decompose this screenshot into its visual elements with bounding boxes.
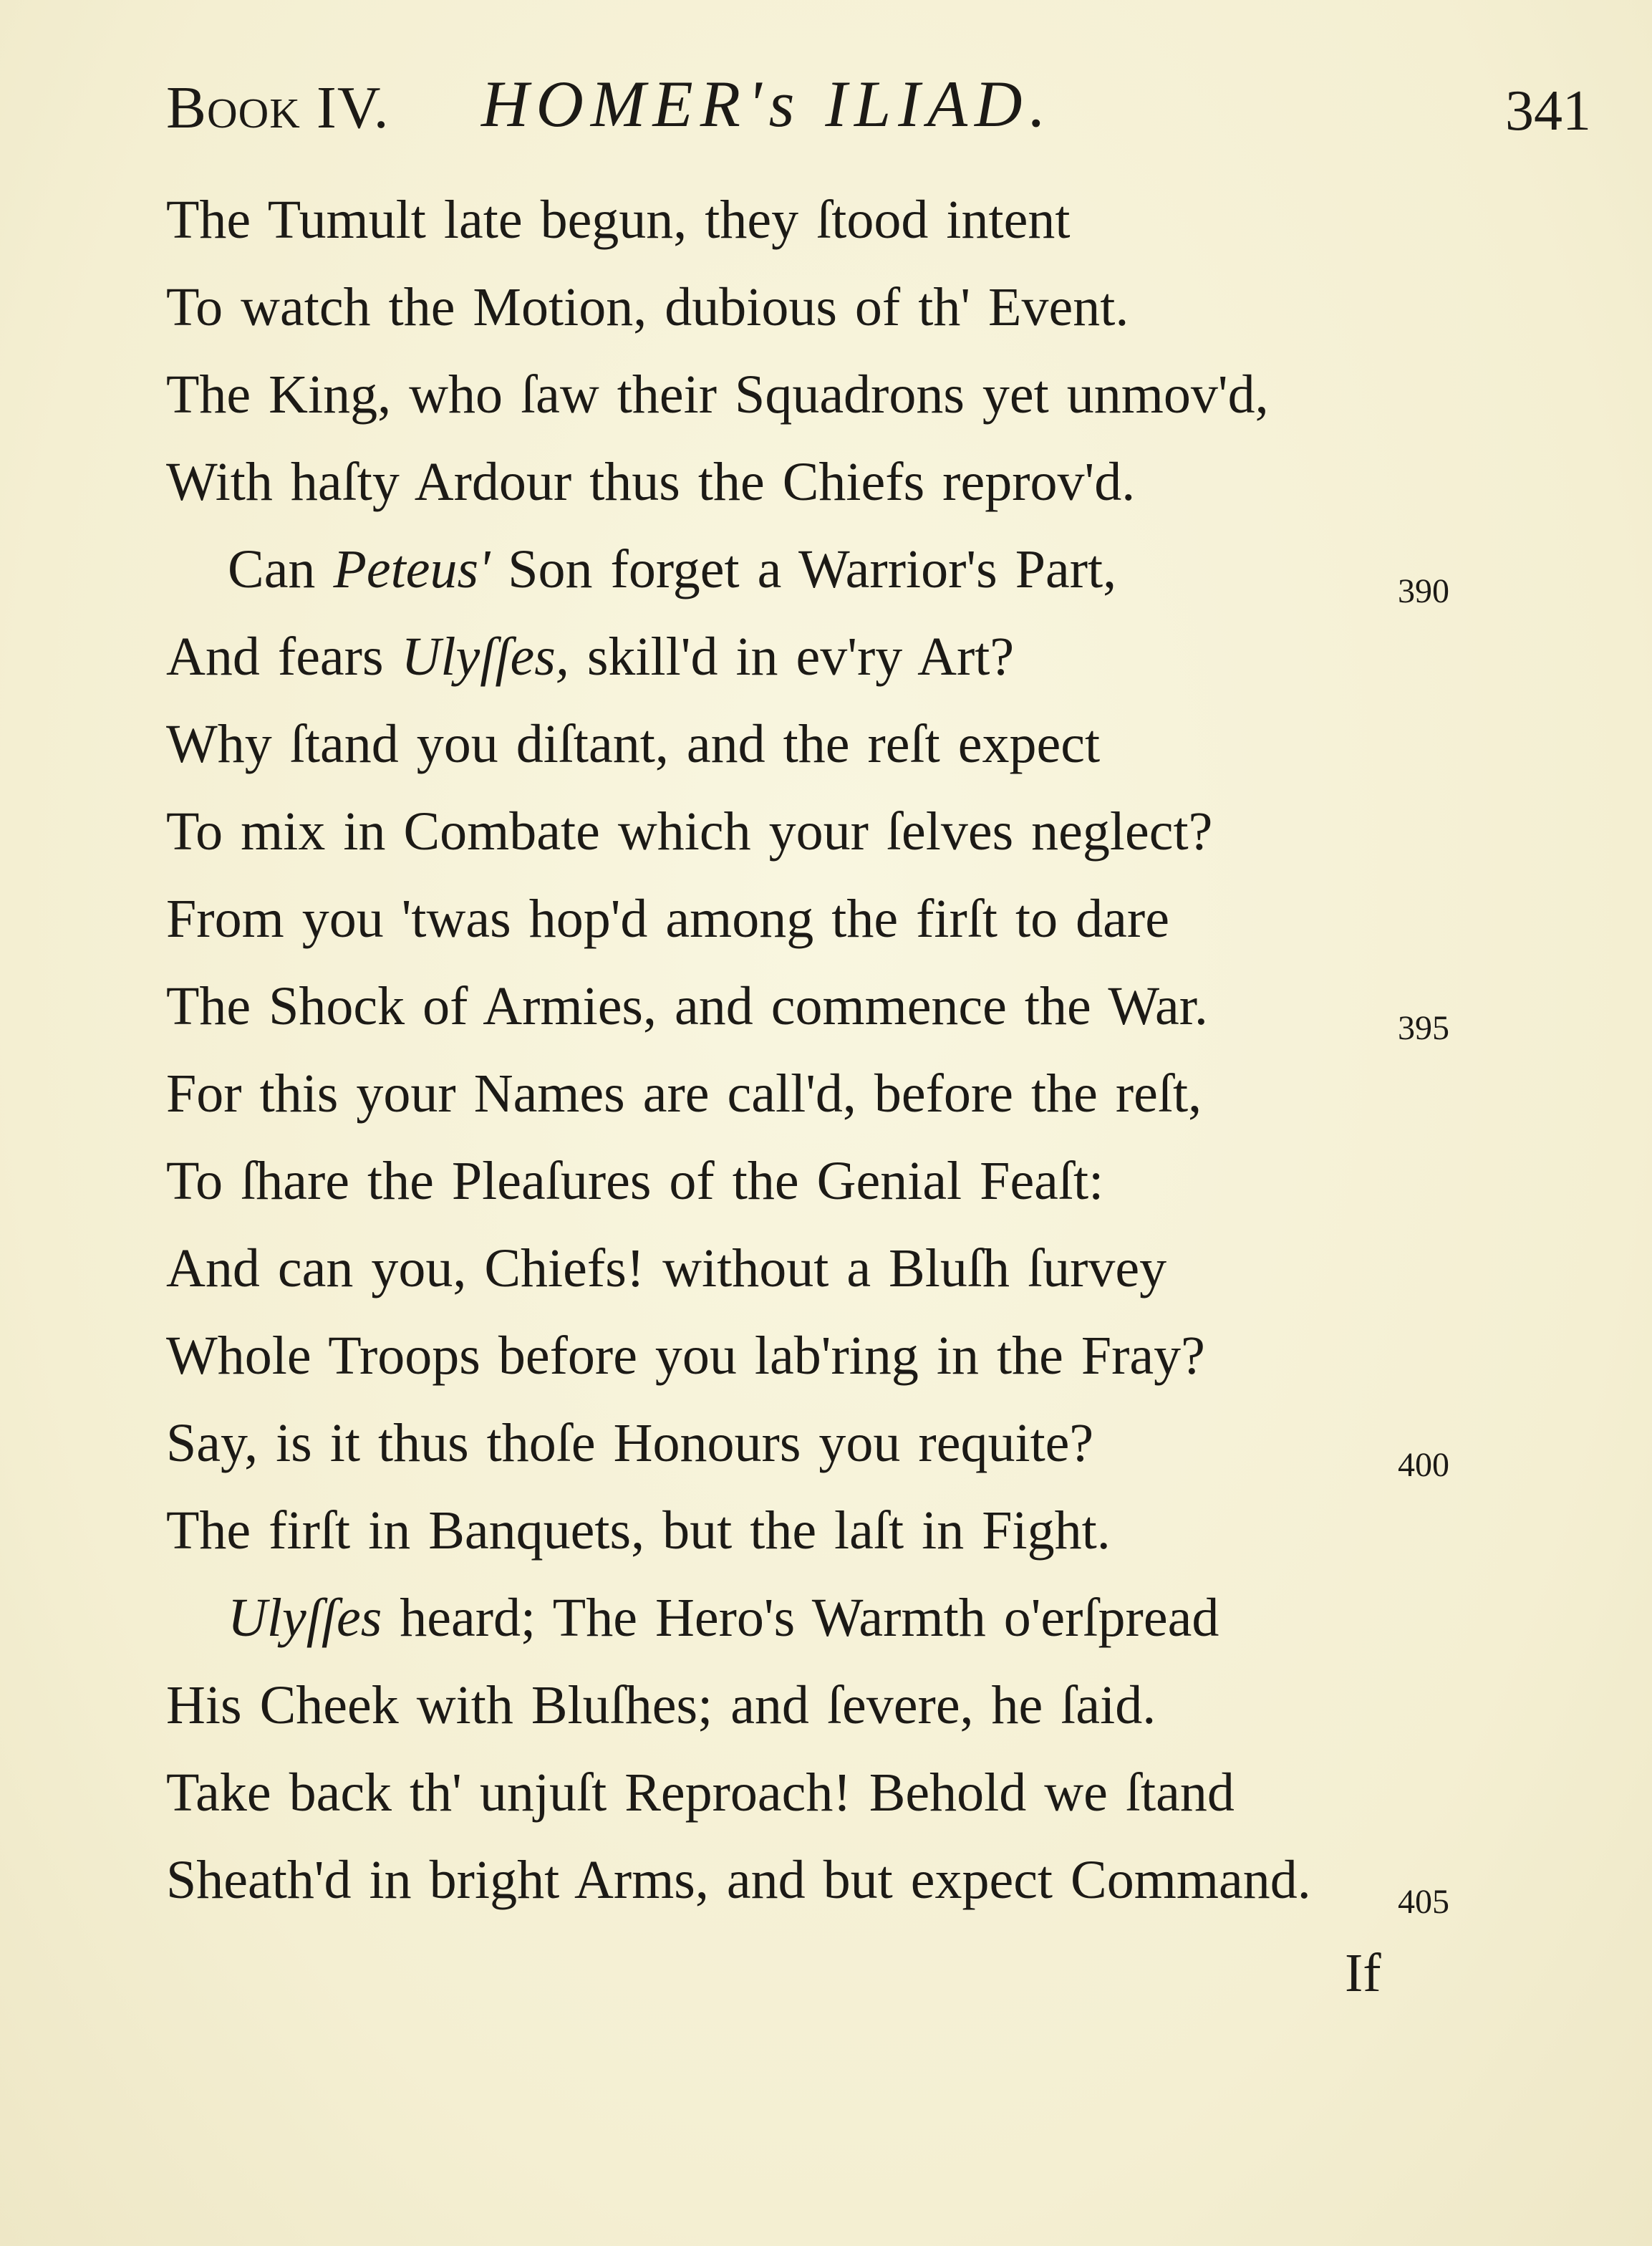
verse-line: For this your Names are call'd, before the reſt, [166,1064,1202,1124]
verse-line: From you 'twas hop'd among the firſt to dare [166,889,1169,949]
verse-line: The King, who ſaw their Squadrons yet unmov'd, [166,365,1269,425]
verse-line: Sheath'd in bright Arms, and but expect Command. [166,1850,1311,1910]
verse-line: Say, is it thus thoſe Honours you requite? [166,1413,1094,1473]
running-title: HOMER's ILIAD. [481,67,1053,140]
running-header [166,66,1591,143]
line-number: 395 [1398,1009,1449,1047]
line-number: 400 [1398,1446,1449,1484]
verse-line: His Cheek with Bluſhes; and ſevere, he ſaid. [166,1675,1156,1735]
verse-line: The firſt in Banquets, but the laſt in Fight. [166,1500,1111,1561]
verse-line: To ſhare the Pleaſures of the Genial Feaſt: [166,1151,1104,1211]
verse-line: To watch the Motion, dubious of th' Event. [166,277,1129,337]
line-number: 405 [1398,1883,1449,1921]
verse-line: With haſty Ardour thus the Chiefs reprov'd. [166,452,1136,512]
page-number: 341 [1505,79,1591,143]
verse-line: Why ſtand you diſtant, and the reſt expect [166,714,1101,774]
catchword: If [1345,1943,1381,2003]
book-label: Book IV. [166,74,390,141]
line-number: 390 [1398,572,1449,610]
verse-line: And can you, Chiefs! without a Bluſh ſurvey [166,1238,1167,1298]
verse-line: The Shock of Armies, and commence the War. [166,976,1208,1036]
verse-line: The Tumult late begun, they ſtood intent [166,190,1071,250]
verse-line: And fears Ulyſſes, skill'd in ev'ry Art? [166,627,1015,687]
verse-line: Ulyſſes heard; The Hero's Warmth o'erſpread [228,1588,1219,1648]
verse-line: Can Peteus' Son forget a Warrior's Part, [228,539,1117,599]
verse-line: To mix in Combate which your ſelves neglect? [166,801,1213,862]
verse-line: Take back th' unjuſt Reproach! Behold we ſtand [166,1763,1235,1823]
verse-line: Whole Troops before you lab'ring in the Fray? [166,1326,1205,1386]
